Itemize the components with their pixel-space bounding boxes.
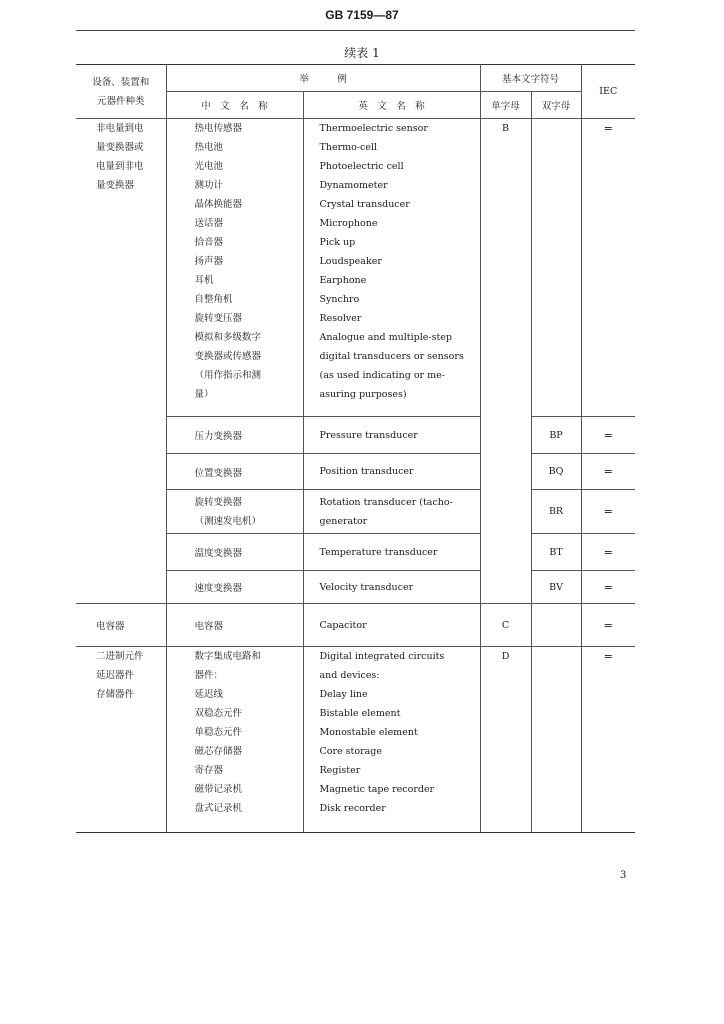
en-name: Pressure transducer: [303, 417, 480, 454]
en-name: Digital integrated circuits: [319, 651, 445, 662]
single-letter-cell: [480, 119, 531, 604]
en-name: Register: [319, 765, 361, 776]
en-name: Resolver: [319, 313, 362, 324]
cn-name: 测功计: [194, 180, 224, 191]
single-letter: C: [480, 604, 531, 647]
en-name: Pick up: [319, 237, 356, 248]
category-line: 非电量到电: [96, 123, 144, 134]
en-name: Delay line: [319, 689, 368, 700]
cn-name: 光电池: [194, 161, 224, 172]
en-name-cell: [303, 119, 480, 417]
cn-name: 单稳态元件: [194, 727, 243, 738]
double-letter: BR: [531, 490, 581, 534]
category-cell: [76, 119, 166, 604]
cn-name: 耳机: [194, 275, 214, 286]
en-name: Crystal transducer: [319, 199, 410, 210]
category-line: 二进制元件: [96, 651, 144, 662]
en-name: Disk recorder: [319, 803, 386, 814]
symbol-table: [76, 64, 635, 833]
cn-name: 数字集成电路和: [194, 651, 262, 662]
en-name: Capacitor: [303, 604, 480, 647]
iec-equal: =: [581, 534, 635, 571]
cn-name: 晶体换能器: [194, 199, 243, 210]
single-letter: D: [501, 651, 510, 662]
double-letter: BQ: [531, 454, 581, 490]
cn-name: 延迟线: [194, 689, 224, 700]
category-line: 电量到非电: [96, 161, 144, 172]
standard-number: GB 7159—87: [325, 8, 399, 22]
en-name: Thermoelectric sensor: [319, 123, 428, 134]
en-name: generator: [319, 515, 368, 527]
category-cell: 电容器: [76, 604, 166, 647]
en-name: Thermo-cell: [319, 142, 378, 153]
en-name: (as used indicating or me-: [319, 370, 445, 381]
header-category: [76, 65, 166, 119]
cn-name: 热电池: [194, 142, 224, 153]
iec-cell: [581, 119, 635, 417]
cn-name: （测速发电机）: [194, 515, 262, 527]
cn-name: 器件：: [194, 670, 224, 681]
cn-name: 送话器: [194, 218, 224, 229]
single-letter-cell: [480, 647, 531, 833]
header-single-letter: 单字母: [480, 92, 531, 119]
header-iec: IEC: [581, 65, 635, 119]
cn-name: 温度变换器: [166, 534, 303, 571]
page-number: 3: [620, 870, 627, 881]
iec-equal: =: [581, 604, 635, 647]
cn-name: 速度变换器: [166, 571, 303, 604]
cn-name: 自整角机: [194, 294, 233, 305]
header-rule: [76, 30, 635, 31]
header-double-letter: 双字母: [531, 92, 581, 119]
header-category-line: 元器件种类: [96, 95, 145, 107]
cn-name: 热电传感器: [194, 123, 243, 134]
en-name: Dynamometer: [319, 180, 388, 191]
en-name: Photoelectric cell: [319, 161, 404, 172]
category-line: 存储器件: [96, 689, 135, 700]
header-cn-name: 中 文 名 称: [166, 92, 303, 119]
iec-equal: =: [603, 650, 613, 663]
cn-name: 拾音器: [194, 237, 224, 248]
cn-name: 压力变换器: [166, 417, 303, 454]
en-name-cell: [303, 647, 480, 833]
cn-name: 变换器或传感器: [194, 351, 262, 362]
cn-name: 磁带记录机: [194, 784, 243, 795]
double-letter: BP: [531, 417, 581, 454]
en-name: digital transducers or sensors: [319, 351, 464, 362]
cn-name: 模拟和多级数字: [194, 332, 262, 343]
iec-equal: =: [581, 454, 635, 490]
en-name-cell: [303, 490, 480, 534]
category-cell: [76, 647, 166, 833]
en-name: Monostable element: [319, 727, 418, 738]
en-name: Velocity transducer: [303, 571, 480, 604]
category-line: 量变换器: [96, 180, 135, 191]
en-name: Magnetic tape recorder: [319, 784, 435, 795]
header-basic-symbol: 基本文字符号: [480, 65, 581, 92]
cn-name: 盘式记录机: [194, 803, 243, 814]
double-letter-cell: [531, 119, 581, 417]
en-name: Temperature transducer: [303, 534, 480, 571]
table-caption: 续表 1: [344, 46, 380, 60]
cn-name: 量）: [194, 389, 214, 400]
cn-name: 旋转变换器: [194, 496, 243, 508]
header-example: 举 例: [166, 65, 480, 92]
double-letter-cell: [531, 647, 581, 833]
category-line: 量变换器或: [96, 142, 144, 153]
en-name: Position transducer: [303, 454, 480, 490]
en-name: Earphone: [319, 275, 367, 286]
double-letter: BV: [531, 571, 581, 604]
iec-cell: [581, 647, 635, 833]
cn-name: 扬声器: [194, 256, 224, 267]
iec-equal: =: [603, 122, 613, 135]
en-name: Synchro: [319, 294, 360, 305]
en-name: Analogue and multiple-step: [319, 332, 452, 343]
category-line: 延迟器件: [96, 670, 135, 681]
cn-name-cell: [166, 119, 303, 417]
cn-name: 旋转变压器: [194, 313, 243, 324]
cn-name-cell: [166, 647, 303, 833]
en-name: Loudspeaker: [319, 256, 382, 267]
header-en-name: 英 文 名 称: [303, 92, 480, 119]
cn-name: 寄存器: [194, 765, 224, 776]
cn-name: 位置变换器: [166, 454, 303, 490]
en-name: Bistable element: [319, 708, 401, 719]
iec-equal: =: [581, 417, 635, 454]
cn-name-cell: [166, 490, 303, 534]
double-letter: [531, 604, 581, 647]
cn-name: 电容器: [166, 604, 303, 647]
cn-name: 磁芯存储器: [194, 746, 243, 757]
en-name: Microphone: [319, 218, 378, 229]
iec-equal: =: [581, 571, 635, 604]
double-letter: BT: [531, 534, 581, 571]
en-name: Core storage: [319, 746, 382, 757]
en-name: and devices:: [319, 670, 380, 681]
en-name: Rotation transducer (tacho-: [319, 496, 453, 508]
iec-equal: =: [581, 490, 635, 534]
header-category-line: 设备、装置和: [92, 76, 150, 88]
cn-name: 双稳态元件: [194, 708, 243, 719]
en-name: asuring purposes): [319, 389, 407, 400]
cn-name: （用作指示和测: [194, 370, 262, 381]
single-letter: B: [502, 123, 509, 134]
